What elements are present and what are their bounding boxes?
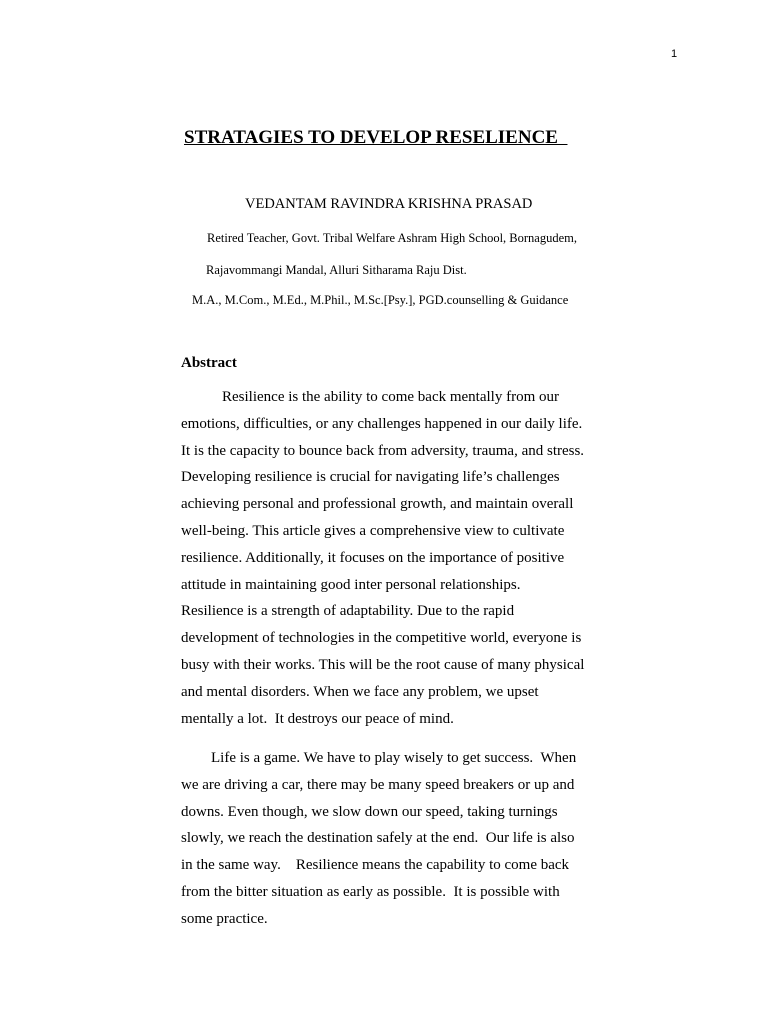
text-line: resilience. Additionally, it focuses on the importance of positive [181, 549, 565, 566]
abstract-heading: Abstract [181, 355, 237, 371]
text-line: downs. Even though, we slow down our speed, taking turnings [181, 803, 558, 820]
text-line: in the same way. Resilience means the capability to come back [181, 857, 570, 874]
text-line: well-being. This article gives a comprehensive view to cultivate [181, 522, 565, 539]
author-name: VEDANTAM RAVINDRA KRISHNA PRASAD [245, 196, 533, 212]
affiliation-line-1: Retired Teacher, Govt. Tribal Welfare Ashram High School, Bornagudem, [207, 231, 578, 245]
abstract-paragraph-1 [181, 384, 591, 732]
text-line: attitude in maintaining good inter personal relationships. [181, 576, 521, 593]
author-qualifications: M.A., M.Com., M.Ed., M.Phil., M.Sc.[Psy.], PGD.counselling & Guidance [192, 293, 569, 307]
text-line: we are driving a car, there may be many speed breakers or up and [181, 776, 575, 793]
affiliation-line-2: Rajavommangi Mandal, Alluri Sitharama Raju Dist. [206, 263, 467, 277]
text-line: slowly, we reach the destination safely at the end. Our life is also [181, 830, 575, 847]
abstract-paragraph-2 [181, 745, 591, 933]
document-title: STRATAGIES TO DEVELOP RESELIENCE [184, 127, 568, 148]
text-line: and mental disorders. When we face any problem, we upset [181, 683, 539, 700]
text-line: emotions, difficulties, or any challenges happened in our daily life. [181, 415, 583, 432]
page-number: 1 [671, 48, 678, 60]
text-line: achieving personal and professional growth, and maintain overall [181, 496, 574, 513]
text-line: Resilience is the ability to come back mentally from our [222, 389, 559, 405]
text-line: some practice. [181, 910, 268, 927]
text-line: from the bitter situation as early as possible. It is possible with [181, 883, 560, 900]
text-line: Life is a game. We have to play wisely to get success. When [211, 750, 577, 766]
text-line: development of technologies in the competitive world, everyone is [181, 630, 582, 647]
text-line: It is the capacity to bounce back from adversity, trauma, and stress. [181, 442, 585, 459]
text-line: Developing resilience is crucial for navigating life’s challenges [181, 469, 560, 486]
text-line: Resilience is a strength of adaptability. Due to the rapid [181, 603, 515, 620]
text-line: busy with their works. This will be the root cause of many physical [181, 656, 585, 673]
text-line: mentally a lot. It destroys our peace of mind. [181, 710, 454, 727]
